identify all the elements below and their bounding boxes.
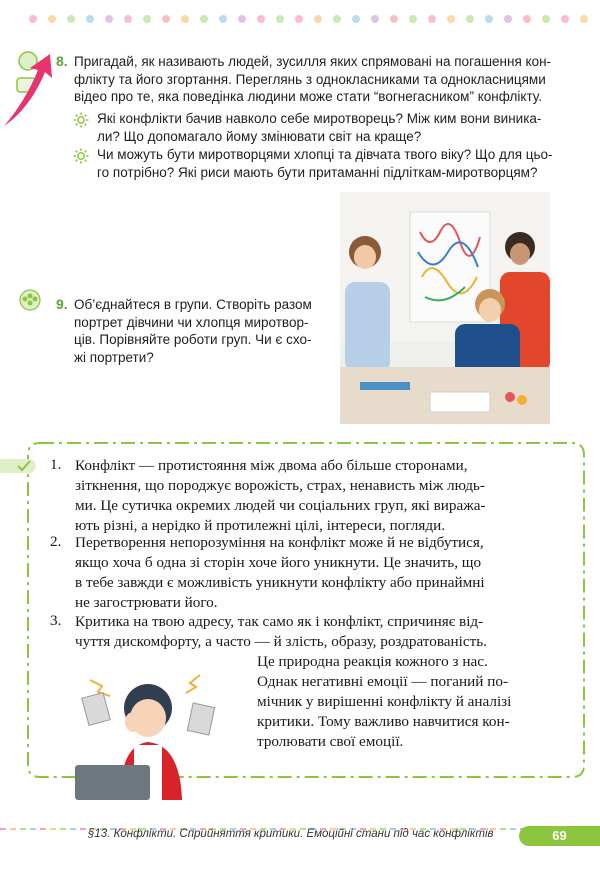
item3-line: критики. Тому важливо навчитися кон- xyxy=(257,713,510,730)
q8-line: відео про те, яка поведінка людини може стати “вогнегасником” конфлікту. xyxy=(74,89,542,104)
summary-item-3-continued xyxy=(257,652,587,752)
item3-line: Однак негативні емоції — поганий по- xyxy=(257,673,509,690)
item1-line: ють різні, а нерідко й протилежні цілі, інтереси, погляди. xyxy=(75,517,446,534)
sun-bullet-icon xyxy=(73,148,89,164)
item1-line: зіткнення, що породжує ворожість, страх, ненависть між людь- xyxy=(75,477,485,494)
item3-line: Це природна реакція кожного з нас. xyxy=(257,653,488,670)
question-8-number: 8. xyxy=(56,53,68,69)
summary-item-3 xyxy=(75,612,585,652)
item3-line: мічник у вирішенні конфлікту й аналізі xyxy=(257,693,512,710)
question-8-text xyxy=(74,53,574,106)
summary-item-2-number: 2. xyxy=(50,533,62,550)
decorative-dots-row xyxy=(28,14,588,24)
q8-line: флікту та його згортання. Переглянь з однокласниками та однокласницями xyxy=(74,71,546,87)
q8-line: Пригадай, як називають людей, зусилля яких спрямовані на погашення кон- xyxy=(74,54,552,69)
item2-line: не загострювати його. xyxy=(75,594,218,611)
item2-line: в тебе завжди є можливість уникнути конфлікту або принаймні xyxy=(75,574,485,591)
item2-line: якщо хоча б одна зі сторін хоче його уникнути. Це значить, що xyxy=(75,554,482,571)
question-9-text xyxy=(74,296,336,366)
stressed-boy-illustration xyxy=(70,650,230,805)
question-9-number: 9. xyxy=(56,296,68,312)
item3-line: чуття дискомфорту, а часто — й злість, образу, роздратованість. xyxy=(75,633,488,650)
sun-bullet-icon xyxy=(73,112,89,128)
summary-item-1 xyxy=(75,456,585,536)
footer-decorative-line xyxy=(0,818,600,822)
q9-line: ців. Порівняйте роботи груп. Чи є схо- xyxy=(74,332,312,347)
pink-arrow-icon xyxy=(0,50,55,135)
checkmark-icon xyxy=(0,455,40,482)
summary-item-2 xyxy=(75,533,585,613)
page-number: 69 xyxy=(519,826,600,846)
footer-section-title: §13. Конфлікти. Сприйняття критики. Емоційні стани під час конфліктів xyxy=(88,828,494,840)
question-8-subquestion-1 xyxy=(97,110,567,145)
item3-line: тролювати свої емоції. xyxy=(257,733,404,750)
item2-line: Перетворення непорозуміння на конфлікт може й не відбутися, xyxy=(75,534,484,551)
question-8-subquestion-2 xyxy=(97,146,567,181)
item1-line: Конфлікт — протистояння між двома або більше сторонами, xyxy=(75,457,468,474)
summary-item-1-number: 1. xyxy=(50,456,62,473)
group-work-icon xyxy=(10,289,50,316)
sub1-line: ли? Що допомагало йому змінювати світ на краще? xyxy=(97,128,422,144)
q9-line: Об’єднайтеся в групи. Створіть разом xyxy=(74,297,312,312)
item3-line: Критика на твою адресу, так само як і конфлікт, спричиняє від- xyxy=(75,613,484,630)
sub2-line: го потрібно? Які риси мають бути притаманні підліткам-миротворцям? xyxy=(97,164,538,180)
q9-line: жі портрети? xyxy=(74,349,154,365)
children-painting-photo xyxy=(340,192,550,424)
item1-line: ми. Це сутичка окремих людей чи соціальних груп, які виража- xyxy=(75,497,486,514)
sub1-line: Які конфлікти бачив навколо себе миротворець? Між ким вони виника- xyxy=(97,111,542,126)
sub2-line: Чи можуть бути миротворцями хлопці та дівчата твого віку? Що для цьо- xyxy=(97,147,553,162)
summary-item-3-number: 3. xyxy=(50,612,62,629)
q9-line: портрет дівчини чи хлопця миротвор- xyxy=(74,314,309,330)
